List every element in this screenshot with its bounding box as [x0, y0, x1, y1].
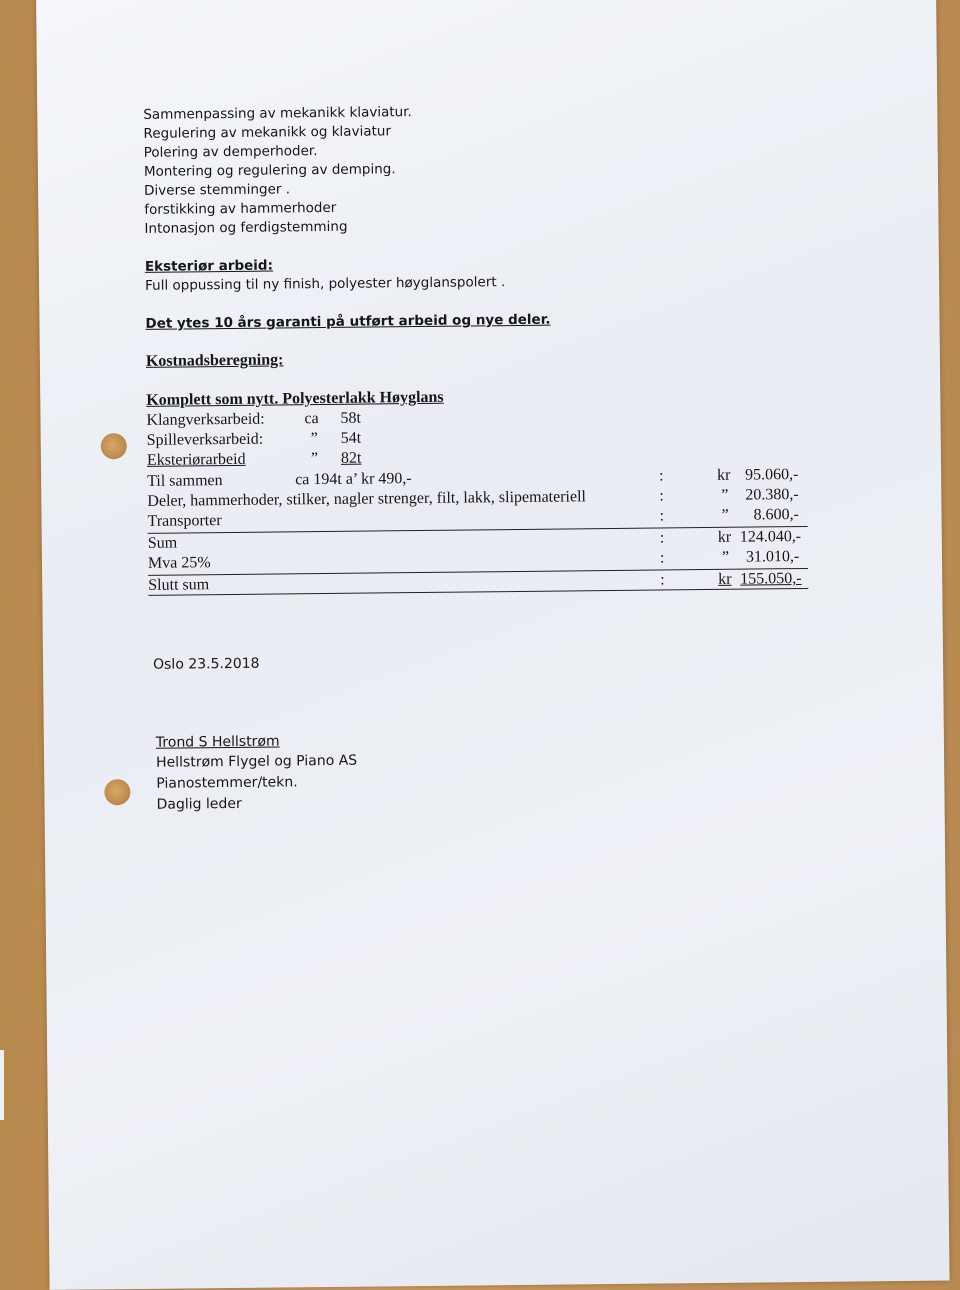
cost-row-amount: 20.380,- — [745, 486, 799, 504]
work-item: Intonasjon og ferdigstemming — [144, 218, 348, 237]
work-item: forstikking av hammerhoder — [144, 199, 337, 218]
hours-prefix: ca — [304, 410, 319, 428]
exterior-text: Full oppussing til ny finish, polyester høyglanspolert . — [145, 274, 506, 294]
cost-row-colon: : — [659, 487, 664, 505]
cost-row-label: Deler, hammerhoder, stilker, nagler strenger, filt, lakk, slipemateriell — [147, 488, 587, 510]
hours-value: 58t — [340, 409, 362, 427]
work-item: Regulering av mekanikk og klaviatur — [143, 123, 392, 142]
cost-row-currency: kr — [717, 466, 731, 484]
punch-hole-bottom — [104, 779, 130, 805]
cost-row-currency: ” — [721, 486, 729, 504]
hours-value: 54t — [340, 429, 362, 447]
cost-row-colon: : — [659, 507, 665, 525]
total-rule — [148, 526, 808, 534]
cost-heading: Kostnadsberegning: — [145, 351, 284, 370]
cost-row-currency: ” — [721, 506, 729, 524]
package-heading: Komplett som nytt. Polyesterlakk Høyglans — [146, 388, 444, 409]
cost-row-currency: ” — [721, 548, 730, 566]
cost-row-currency: kr — [717, 528, 732, 546]
cost-row-label: Til sammen — [147, 472, 223, 490]
cost-row-label: Mva 25% — [147, 554, 211, 572]
cost-row-currency: kr — [718, 570, 732, 588]
hours-label: Klangverksarbeid: — [146, 410, 265, 429]
adjacent-sheet-edge — [0, 1050, 4, 1120]
hours-label: Eksteriørarbeid — [146, 450, 246, 469]
signer-title: Pianostemmer/tekn. — [156, 774, 298, 792]
cost-row-colon: : — [660, 571, 665, 589]
work-item: Montering og regulering av demping. — [143, 161, 396, 180]
vat-rule — [148, 568, 808, 576]
exterior-heading: Eksteriør arbeid: — [144, 257, 274, 275]
hours-value: 82t — [340, 449, 362, 467]
company-name: Hellstrøm Flygel og Piano AS — [156, 752, 358, 771]
work-item: Polering av demperhoder. — [143, 143, 318, 161]
signer-role: Daglig leder — [156, 795, 242, 813]
cost-row-colon: : — [659, 467, 664, 485]
cost-row-amount: 8.600,- — [753, 506, 799, 524]
document-page — [36, 0, 950, 1290]
work-item: Diverse stemminger . — [144, 181, 291, 199]
cost-row-amount: 95.060,- — [745, 466, 799, 484]
work-item: Sammenpassing av mekanikk klaviatur. — [143, 104, 412, 123]
cost-row-label: Slutt sum — [148, 576, 210, 594]
final-rule — [148, 588, 808, 596]
punch-hole-top — [101, 433, 127, 459]
cost-row-colon: : — [659, 549, 665, 567]
cost-row-amount: 155.050,- — [740, 570, 802, 588]
hours-label: Spilleverksarbeid: — [146, 430, 264, 449]
cost-row-amount: 31.010,- — [745, 548, 800, 566]
guarantee-text: Det ytes 10 års garanti på utført arbeid og nye deler. — [145, 311, 551, 332]
hours-prefix: ” — [310, 430, 318, 448]
cost-row-amount: 124.040,- — [739, 528, 802, 546]
place-date: Oslo 23.5.2018 — [152, 655, 260, 673]
cost-row-label: Transporter — [147, 512, 222, 530]
cost-row-colon: : — [659, 529, 665, 547]
hours-prefix: ” — [310, 450, 319, 468]
cost-row-detail: ca 194t a’ kr 490,- — [295, 470, 412, 489]
cost-row-label: Sum — [147, 534, 178, 552]
signer-name: Trond S Hellstrøm — [155, 733, 280, 751]
